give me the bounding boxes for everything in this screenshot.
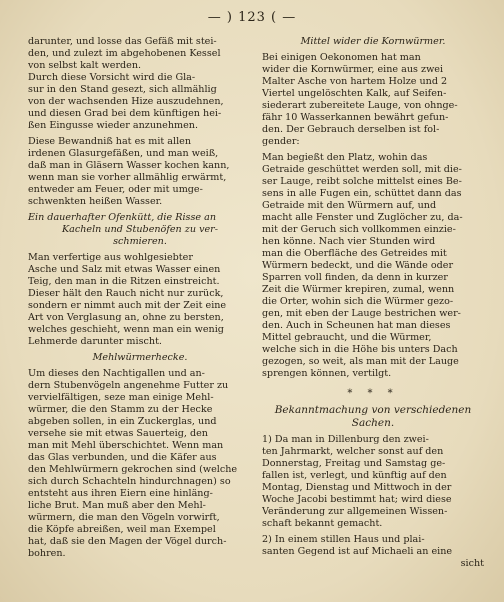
heading-line: Kacheln und Stubenöfen zu ver- bbox=[61, 224, 218, 235]
text-line: welches geschieht, wenn man ein wenig bbox=[28, 324, 224, 335]
text-line: darunter, und losse das Gefäß mit stei- bbox=[28, 36, 217, 47]
text-line: Man begießt den Platz, wohin das bbox=[262, 152, 428, 163]
paragraph bbox=[262, 534, 484, 570]
text-line: Mittel gebraucht, und die Würmer, bbox=[262, 332, 432, 343]
text-line: ßen Eingusse wieder anzunehmen. bbox=[28, 120, 199, 131]
text-line: Bei einigen Oekonomen hat man bbox=[262, 52, 421, 63]
text-line: wider die Kornwürmer, eine aus zwei bbox=[262, 64, 444, 75]
section-heading: Mehlwürmerhecke. bbox=[92, 352, 188, 363]
right-column bbox=[262, 36, 484, 570]
text-line: dern Stubenvögeln angenehme Futter zu bbox=[28, 380, 229, 391]
text-line: das Glas verbunden, und die Käfer aus bbox=[28, 452, 217, 463]
text-line: hen könne. Nach vier Stunden wird bbox=[262, 236, 436, 247]
text-line: Diese Bewandniß hat es mit allen bbox=[28, 136, 192, 147]
paragraph bbox=[28, 36, 252, 132]
text-line: sens in alle Fugen ein, schüttet dann das bbox=[262, 188, 462, 199]
text-line: würmer, die den Stamm zu der Hecke bbox=[28, 404, 213, 415]
text-line: Durch diese Vorsicht wird die Gla- bbox=[28, 72, 196, 83]
text-line: Woche Jacobi bestimmt hat; wird diese bbox=[262, 494, 452, 505]
text-line: von selbst kalt werden. bbox=[28, 60, 142, 71]
text-line: Montag, Dienstag und Mittwoch in der bbox=[262, 482, 452, 493]
left-column bbox=[28, 36, 252, 560]
text-line: schwenkten heißen Wasser. bbox=[28, 196, 163, 207]
text-line: entweder am Feuer, oder mit umge- bbox=[28, 184, 203, 195]
section-heading bbox=[28, 212, 252, 248]
section-heading: Mittel wider die Kornwürmer. bbox=[300, 36, 446, 47]
text-line: entsteht aus ihren Eiern eine hinläng- bbox=[28, 488, 213, 499]
text-line: abgeben sollen, in ein Zuckerglas, und bbox=[28, 416, 217, 427]
text-line: Würmern bedeckt, und die Wände oder bbox=[262, 260, 454, 271]
text-line: hat, daß sie den Magen der Vögel durch- bbox=[28, 536, 227, 547]
text-line: den, und zulezt im abgehobenen Kessel bbox=[28, 48, 221, 59]
text-line: macht alle Fenster und Zuglöcher zu, da- bbox=[262, 212, 463, 223]
text-line: gen, mit eben der Lauge bestrichen wer- bbox=[262, 308, 461, 319]
paragraph bbox=[28, 252, 252, 348]
heading-line: Bekanntmachung von verschiedenen bbox=[274, 404, 472, 416]
text-line: Sparren voll finden, da denn in kurzer bbox=[262, 272, 448, 283]
text-line: versehe sie mit etwas Sauerteig, den bbox=[28, 428, 208, 439]
text-line: Getraide mit den Würmern auf, und bbox=[262, 200, 437, 211]
text-line: Donnerstag, Freitag und Samstag ge- bbox=[262, 458, 446, 469]
text-line: fallen ist, verlegt, und künftig auf den bbox=[262, 470, 447, 481]
text-line: 2) In einem stillen Haus und plai- bbox=[262, 534, 425, 545]
text-line: siederart zubereitete Lauge, von ohnge- bbox=[262, 100, 458, 111]
text-line: sur in den Stand gesezt, sich allmählig bbox=[28, 84, 217, 95]
text-line: Getraide geschüttet werden soll, mit die- bbox=[262, 164, 462, 175]
text-line: die Köpfe abreißen, weil man Exempel bbox=[28, 524, 216, 535]
text-line: Art von Verglasung an, ohne zu bersten, bbox=[28, 312, 224, 323]
text-line: Viertel ungelöschten Kalk, auf Seifen- bbox=[262, 88, 447, 99]
text-line: man die Oberfläche des Getreides mit bbox=[262, 248, 447, 259]
text-line: ten Jahrmarkt, welcher sonst auf den bbox=[262, 446, 444, 457]
catchword: sicht bbox=[460, 558, 484, 569]
heading-line: schmieren. bbox=[113, 236, 167, 247]
separator-stars: * * * bbox=[347, 388, 399, 399]
text-line: sich durch Schachteln hindurchnagen) so bbox=[28, 476, 231, 487]
text-line: den Mehlwürmern gekrochen sind (welche bbox=[28, 464, 238, 475]
text-line: wenn man sie vorher allmählig erwärmt, bbox=[28, 172, 227, 183]
text-line: Teig, den man in die Ritzen einstreicht. bbox=[28, 276, 220, 287]
paragraph bbox=[28, 136, 252, 208]
text-line: den. Auch in Scheunen hat man dieses bbox=[262, 320, 451, 331]
text-line: Dieser hält den Rauch nicht nur zurück, bbox=[28, 288, 224, 299]
text-line: gender: bbox=[262, 136, 300, 147]
heading-line: Sachen. bbox=[351, 417, 395, 429]
text-line: sprengen können, vertilgt. bbox=[262, 368, 392, 379]
text-line: welche sich in die Höhe bis unters Dach bbox=[262, 344, 458, 355]
text-line: daß man in Gläsern Wasser kochen kann, bbox=[28, 160, 230, 171]
text-line: man mit Mehl überschichtet. Wenn man bbox=[28, 440, 224, 451]
text-line: den. Der Gebrauch derselben ist fol- bbox=[262, 124, 440, 135]
text-line: von der wachsenden Hize auszudehnen, bbox=[28, 96, 224, 107]
text-line: die Orter, wohin sich die Würmer gezo- bbox=[262, 296, 454, 307]
text-line: Um dieses den Nachtigallen und an- bbox=[28, 368, 205, 379]
paragraph bbox=[262, 434, 484, 530]
text-line: schaft bekannt gemacht. bbox=[262, 518, 383, 529]
text-line: mit der Geruch sich vollkommen einzie- bbox=[262, 224, 456, 235]
paragraph bbox=[262, 52, 484, 148]
text-line: Man verfertige aus wohlgesiebter bbox=[28, 252, 193, 263]
section-heading bbox=[262, 404, 484, 430]
text-line: Veränderung zur allgemeinen Wissen- bbox=[262, 506, 448, 517]
page-number: — ) 123 ( — bbox=[207, 10, 297, 25]
paragraph bbox=[262, 152, 484, 380]
text-line: ser Lauge, reibt solche mittelst eines Be- bbox=[262, 176, 462, 187]
text-line: santen Gegend ist auf Michaeli an eine bbox=[262, 546, 453, 557]
paragraph bbox=[28, 368, 252, 560]
text-line: Zeit die Würmer krepiren, zumal, wenn bbox=[262, 284, 455, 295]
text-line: sondern er nimmt auch mit der Zeit eine bbox=[28, 300, 227, 311]
text-line: irdenen Glasurgefäßen, und man weiß, bbox=[28, 148, 219, 159]
text-line: vervielfältigen, seze man einige Mehl- bbox=[28, 392, 214, 403]
text-line: 1) Da man in Dillenburg den zwei- bbox=[262, 434, 429, 445]
text-line: Lehmerde darunter mischt. bbox=[28, 336, 162, 347]
text-line: liche Brut. Man muß aber den Mehl- bbox=[28, 500, 206, 511]
heading-line: Ein dauerhafter Ofenkütt, die Risse an bbox=[28, 212, 216, 223]
text-line: Malter Asche von hartem Holze und 2 bbox=[262, 76, 448, 87]
text-line: gezogen, so weit, als man mit der Lauge bbox=[262, 356, 459, 367]
text-line: und diesen Grad bei dem künftigen hei- bbox=[28, 108, 222, 119]
text-line: Asche und Salz mit etwas Wasser einen bbox=[28, 264, 221, 275]
text-line: würmern, die man den Vögeln vorwirft, bbox=[28, 512, 220, 523]
text-line: bohren. bbox=[28, 548, 66, 559]
text-line: fähr 10 Wasserkannen bewährt gefun- bbox=[262, 112, 449, 123]
